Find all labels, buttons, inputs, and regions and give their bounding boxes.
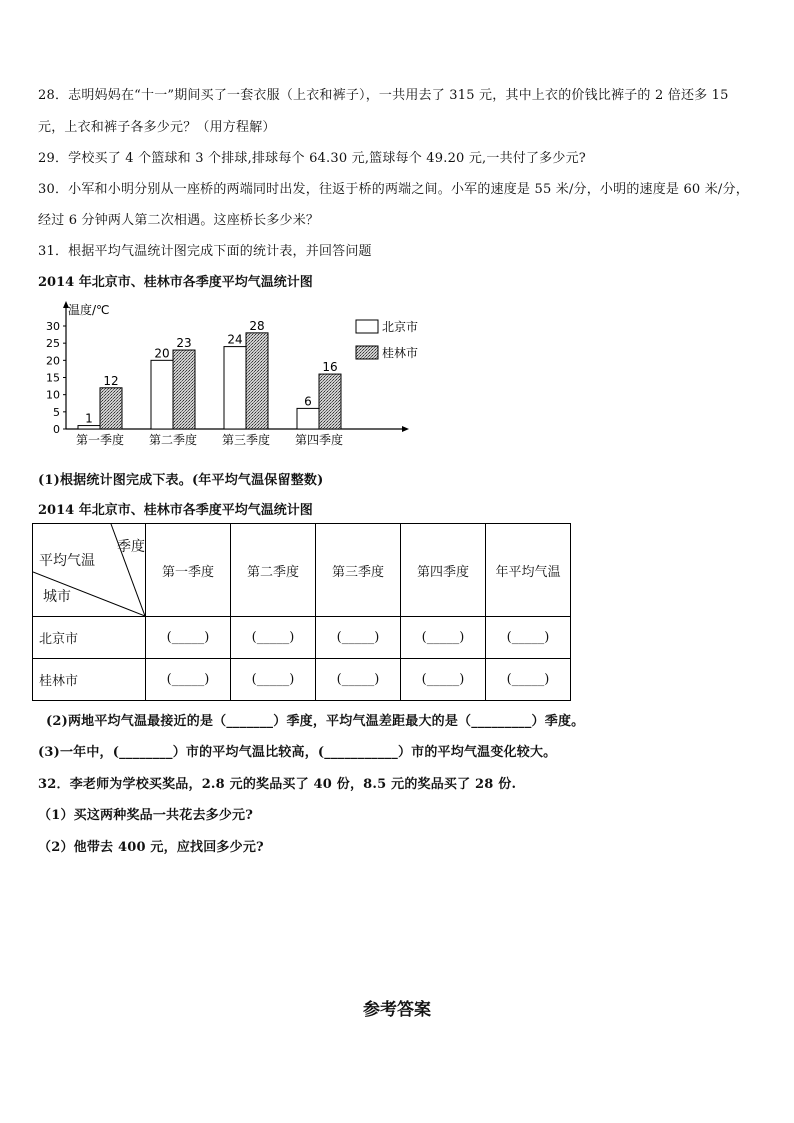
question-31-part1: (1)根据统计图完成下表。(年平均气温保留整数) — [38, 473, 324, 488]
y-tick-label: 15 — [46, 371, 60, 385]
question-32: 32．李老师为学校买奖品，2.8 元的奖品买了 40 份，8.5 元的奖品买了 28 份. — [38, 777, 517, 792]
bar-value-label: 1 — [85, 411, 93, 426]
question-28-line1: 28．志明妈妈在“十一”期间买了一套衣服（上衣和裤子），一共用去了 315 元，其中上衣的价钱比裤子的 2 倍还多 15 — [38, 88, 729, 103]
answer-blank[interactable]: (_____) — [316, 659, 401, 701]
bar-guilin — [319, 374, 341, 429]
row-city-label: 桂林市 — [33, 659, 146, 701]
table-row — [33, 617, 571, 659]
bar-guilin — [246, 333, 268, 429]
answer-blank[interactable]: (_____) — [486, 617, 571, 659]
answer-blank[interactable]: (_____) — [231, 659, 316, 701]
legend-swatch — [356, 320, 378, 333]
column-header: 第三季度 — [316, 524, 401, 617]
bar-beijing — [151, 360, 173, 429]
x-tick-label: 第一季度 — [75, 433, 125, 447]
bar-beijing — [224, 347, 246, 429]
x-axis-arrow — [402, 426, 409, 432]
question-31-part3: (3)一年中，(________）市的平均气温比较高，(___________）市的平均气温变化较大。 — [38, 745, 557, 760]
y-tick-label: 20 — [46, 354, 60, 368]
bar-guilin — [100, 388, 122, 429]
y-tick-label: 10 — [46, 388, 60, 402]
y-tick-label: 25 — [46, 337, 60, 351]
column-header: 第四季度 — [401, 524, 486, 617]
bar-value-label: 24 — [227, 332, 243, 347]
answer-blank[interactable]: (_____) — [401, 659, 486, 701]
row-city-label: 北京市 — [33, 617, 146, 659]
question-29: 29．学校买了 4 个篮球和 3 个排球,排球每个 64.30 元,篮球每个 49.20 元,一共付了多少元? — [38, 151, 586, 166]
bar-value-label: 6 — [304, 394, 312, 409]
question-30-line2: 经过 6 分钟两人第二次相遇。这座桥长多少米？ — [38, 213, 320, 228]
corner-label-season: 季度 — [117, 539, 145, 555]
y-tick-label: 0 — [53, 423, 60, 436]
y-tick-label: 30 — [46, 320, 60, 333]
column-header: 年平均气温 — [486, 524, 571, 617]
question-31-part2: (2)两地平均气温最接近的是（_______）季度，平均气温差距最大的是（_________）季度。 — [46, 714, 585, 729]
column-header: 第一季度 — [146, 524, 231, 617]
chart-title: 2014 年北京市、桂林市各季度平均气温统计图 — [38, 275, 313, 290]
legend-label: 桂林市 — [382, 346, 419, 360]
question-31: 31．根据平均气温统计图完成下面的统计表，并回答问题 — [38, 244, 372, 259]
answer-blank[interactable]: (_____) — [401, 617, 486, 659]
bar-beijing — [78, 426, 100, 429]
bar-value-label: 23 — [176, 336, 192, 351]
bar-beijing — [297, 408, 319, 429]
answer-blank[interactable]: (_____) — [486, 659, 571, 701]
answer-blank[interactable]: (_____) — [231, 617, 316, 659]
table-header-row — [33, 524, 571, 617]
corner-label-temperature: 平均气温 — [39, 553, 95, 569]
legend-swatch — [356, 346, 378, 359]
question-28-line2: 元，上衣和裤子各多少元？（用方程解） — [38, 120, 276, 135]
question-32-part1: （1）买这两种奖品一共花去多少元? — [38, 808, 254, 823]
question-32-part2: （2）他带去 400 元，应找回多少元? — [38, 840, 264, 855]
corner-label-city: 城市 — [43, 589, 71, 605]
bar-value-label: 16 — [322, 360, 338, 375]
y-axis-label: 温度/℃ — [68, 303, 110, 317]
table-title: 2014 年北京市、桂林市各季度平均气温统计图 — [38, 503, 313, 518]
temperature-bar-chart — [30, 298, 450, 458]
y-tick-label: 5 — [53, 405, 60, 419]
answer-blank[interactable]: (_____) — [316, 617, 401, 659]
bar-value-label: 28 — [249, 318, 265, 333]
x-tick-label: 第四季度 — [294, 433, 344, 447]
answer-blank[interactable]: (_____) — [146, 617, 231, 659]
answer-blank[interactable]: (_____) — [146, 659, 231, 701]
legend-label: 北京市 — [382, 320, 419, 334]
bar-value-label: 12 — [103, 373, 119, 388]
column-header: 第二季度 — [231, 524, 316, 617]
table-corner-cell — [33, 524, 146, 617]
bar-value-label: 20 — [154, 346, 170, 361]
answer-section-title: 参考答案 — [363, 1000, 431, 1020]
x-tick-label: 第三季度 — [221, 433, 271, 447]
bar-guilin — [173, 350, 195, 429]
question-30-line1: 30．小军和小明分别从一座桥的两端同时出发，往返于桥的两端之间。小军的速度是 55 米/分，小明的速度是 60 米/分， — [38, 182, 749, 197]
temperature-table — [32, 523, 571, 701]
table-row — [33, 659, 571, 701]
x-tick-label: 第二季度 — [148, 433, 198, 447]
